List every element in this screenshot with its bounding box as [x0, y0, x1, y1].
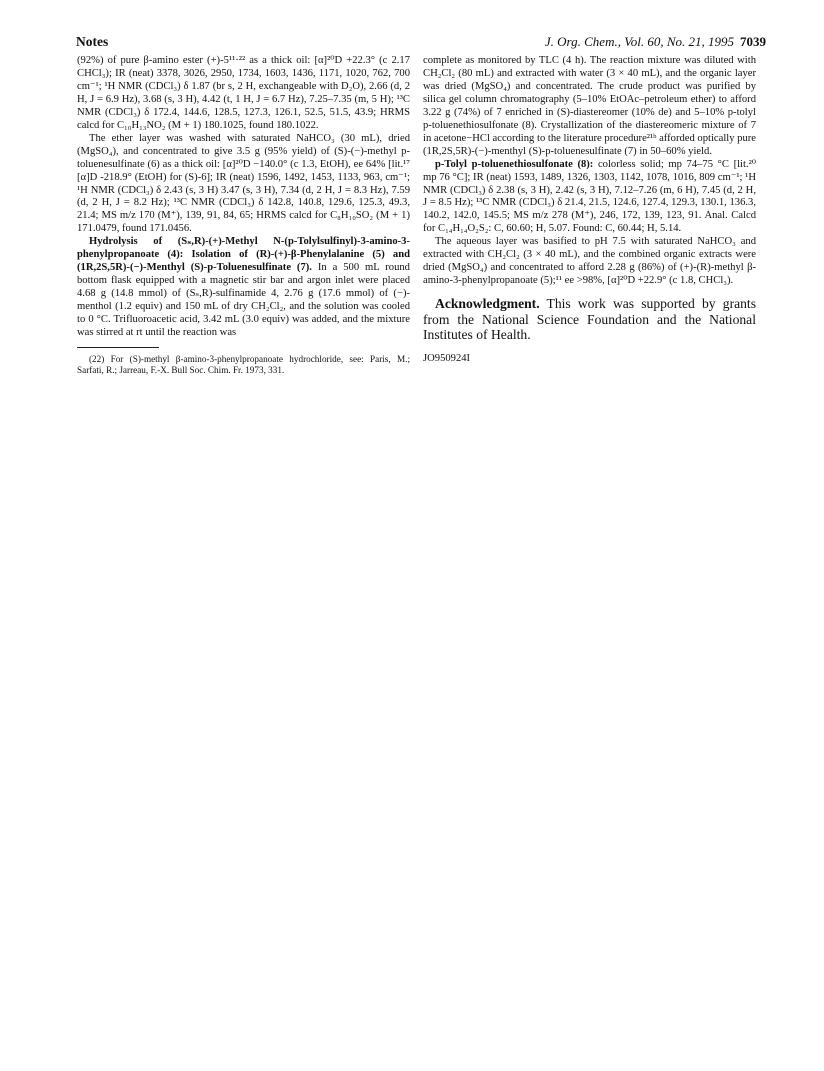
paragraph: (92%) of pure β-amino ester (+)-5¹¹·²² as a thick oil: [α]²⁰D +22.3° (c 2.17 CHCl₃); IR (neat) 3378, 3026, 2950, 1734, 1603, 1436, 1171, 1020, 762, 700 cm⁻¹; ¹H NMR (CDCl₃) δ 1.87 (br s, 2 H, exchangeable with D₂O), 2.66 (d, 2 H, J = 6.9 Hz), 3.68 (s, 3 H), 4.42 (t, 1 H, J = 6.7 Hz), 7.25–7.35 (m, 5 H); ¹³C NMR (CDCl₃) δ 172.4, 144.6, 128.5, 127.3, 126.1, 52.5, 51.5, 43.9; HRMS calcd for C₁₀H₁₃NO₂ (M + 1) 180.1025, found 180.1022.	[77, 55, 410, 131]
paragraph	[423, 159, 756, 237]
page-header	[76, 34, 766, 52]
paragraph: complete as monitored by TLC (4 h). The reaction mixture was diluted with CH₂Cl₂ (80 mL) and extracted with water (3 × 40 mL), and the organic layer was dried (MgSO₄) and concentrated. The crude product was purified by silica gel column chromatography (5–10% EtOAc–petroleum ether) to afford 3.22 g (74%) of 7 enriched in (S)-diastereomer (10% de) and 5–10% p-tolyl p-toluenethiosulfonate (8). Crystallization of the diastereomeric mixture of 7 in acetone−HCl according to the literature procedure²¹ᵇ afforded optically pure (1R,2S,5R)-(−)-menthyl (S)-p-toluenesulfinate (7) in 50–60% yield.	[423, 55, 756, 157]
page-number: 7039	[740, 34, 766, 49]
footnote: (22) For (S)-methyl β-amino-3-phenylpropanoate hydrochloride, see: Paris, M.; Sarfati, R.; Jarreau, F.-X. Bull Soc. Chim. Fr. 1973, 331.	[77, 353, 410, 375]
footnote-rule	[77, 347, 159, 348]
experimental-heading: Hydrolysis of (Sₛ,R)-(+)-Methyl N-(p-Tolylsulfinyl)-3-amino-3-phenylpropanoate (4): Isolation of (R)-(+)-β-Phenylalanine (5) and (1R,2S,5R)-(−)-Menthyl (S)-p-Toluenesulfinate (7).	[77, 236, 410, 274]
paragraph	[77, 236, 410, 340]
article-code: JO950924I	[423, 352, 471, 364]
right-column	[423, 55, 756, 366]
section-title: Notes	[76, 34, 109, 49]
acknowledgment-body: This work was supported by grants from the National Science Foundation and the National Institutes of Health.	[423, 296, 756, 343]
acknowledgment	[423, 296, 756, 343]
paragraph: The aqueous layer was basified to pH 7.5 with saturated NaHCO₃ and extracted with CH₂Cl₂ (3 × 40 mL), and the combined organic extracts were dried (MgSO₄) and concentrated to afford 2.28 g (86%) of (+)-(R)-methyl β-amino-3-phenylpropanoate (5);¹¹ ee >98%, [α]²⁰D +22.9° (c 1.8, CHCl₃).	[423, 236, 756, 287]
paragraph-body: colorless solid; mp 74–75 °C [lit.²⁰ mp 76 °C]; IR (neat) 1593, 1489, 1326, 1303, 1142, 1078, 1016, 809 cm⁻¹; ¹H NMR (CDCl₃) δ 2.38 (s, 3 H), 2.42 (s, 3 H), 7.12–7.26 (m, 6 H), 7.45 (d, 2 H, J = 8.5 Hz); ¹³C NMR (CDCl₃) δ 21.4, 21.5, 124.6, 127.4, 129.3, 130.1, 136.3, 140.2, 142.0, 145.5; MS m/z 278 (M⁺), 246, 172, 139, 123, 91. Anal. Calcd for C₁₄H₁₄O₂S₂: C, 60.60; H, 5.07. Found: C, 60.44; H, 5.14.	[423, 158, 756, 235]
paragraph: The ether layer was washed with saturated NaHCO₃ (30 mL), dried (MgSO₄), and concentrated to give 3.5 g (95% yield) of (S)-(−)-methyl p-toluenesulfinate (6) as a thick oil: [α]²⁰D −140.0° (c 1.3, EtOH), ee 64% [lit.¹⁷ [α]D -218.9° (EtOH) for (S)-6]; IR (neat) 1596, 1492, 1453, 1133, 963, cm⁻¹; ¹H NMR (CDCl₃) δ 2.43 (s, 3 H) 3.47 (s, 3 H), 7.34 (d, 2 H, J = 8.3 Hz), 7.59 (d, 2 H, J = 8.2 Hz); ¹³C NMR (CDCl₃) δ 142.8, 140.8, 129.6, 125.3, 49.3, 21.4; MS m/z 170 (M⁺), 139, 91, 84, 65; HRMS calcd for C₈H₁₀SO₂ (M + 1) 171.0479, found 171.0456.	[77, 132, 410, 235]
paragraph-body: In a 500 mL round bottom flask equipped with a magnetic stir bar and argon inlet were placed 4.68 g (14.8 mmol) of (Sₛ,R)-sulfinamide 4, 2.76 g (17.6 mmol) of (−)-menthol (1.2 equiv) and 150 mL of dry CH₂Cl₂, and the solution was cooled to 0 °C. Trifluoroacetic acid, 3.42 mL (3.0 equiv) was added, and the mixture was stirred at rt until the reaction was	[77, 262, 410, 339]
left-column	[77, 55, 410, 376]
acknowledgment-heading: Acknowledgment.	[435, 296, 540, 312]
compound-heading: p-Tolyl p-toluenethiosulfonate (8):	[435, 158, 594, 170]
journal-name: J. Org. Chem., Vol. 60, No. 21, 1995	[544, 34, 734, 49]
journal-citation	[545, 34, 766, 50]
